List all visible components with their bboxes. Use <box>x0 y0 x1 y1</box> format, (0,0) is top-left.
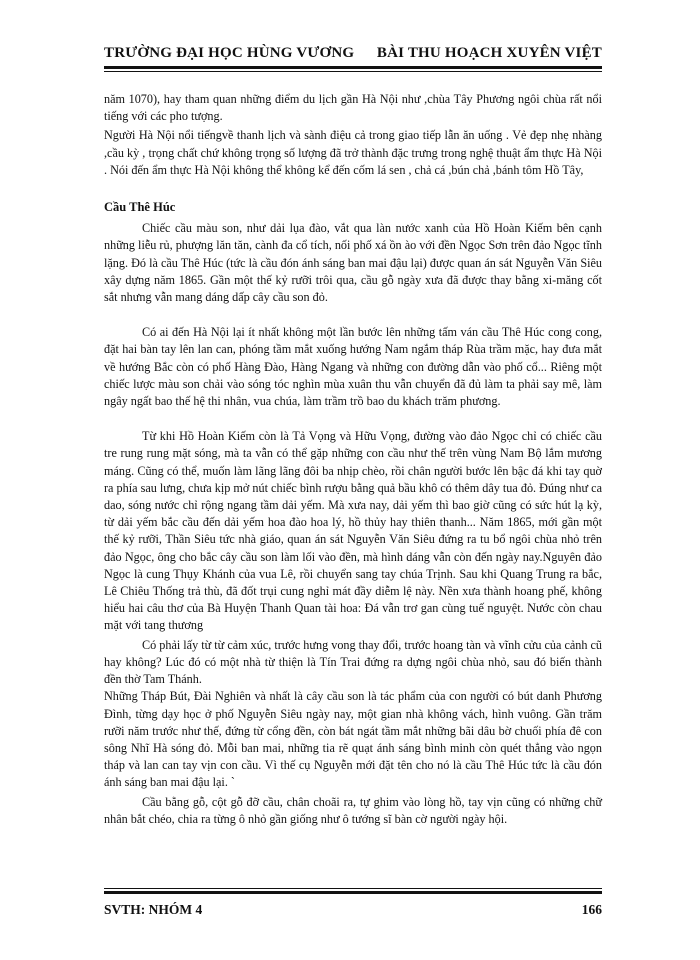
footer-group-label: SVTH: NHÓM 4 <box>104 902 203 917</box>
header-divider-thin <box>104 71 602 72</box>
header-school-name: TRƯỜNG ĐẠI HỌC HÙNG VƯƠNG <box>104 45 355 61</box>
paragraph: Chiếc cầu màu son, như dải lụa đào, vắt qua làn nước xanh của Hồ Hoàn Kiếm bên cạnh những liễu rủ, phượng lăn tăn, cành đa cổ tích, nối phố xá ồn ào với đền Ngọc Sơn trên đảo Ngọc tĩnh lặng. Đó là cầu Thê Húc (tức là cầu đón ánh sáng ban mai đậu lại) được quan án sát Nguyễn Văn Siêu xây dựng năm 1865. Gần một thế kỷ rưỡi trôi qua, cầu gỗ ngày xưa đã được thay bằng xi-măng cốt sắt nhưng vẫn mang dáng dấp cây cầu son đỏ. <box>104 221 602 305</box>
paragraph: Có ai đến Hà Nội lại ít nhất không một lần bước lên những tấm ván cầu Thê Húc cong cong, đặt hai bàn tay lên lan can, phóng tầm mắt xuống hướng Nam ngắm tháp Rùa trầm mặc, hay đưa mắt về hướng Bắc còn có phố Hàng Đào, Hàng Ngang và những con đường dẫn vào phố cổ... Riêng một chiếc lược màu son chải vào sóng tóc nghìn mùa xuân thu vẫn chuyển đã đủ làm ta phải say mê, làm ngây ngất bao thế hệ thi nhân, vua chúa, làm trầm trồ bao du khách trăm phương. <box>104 325 602 409</box>
paragraph: Những Tháp Bút, Đài Nghiên và nhất là cây cầu son là tác phẩm của con người có bút danh Phương Đình, từng dạy học ở phố Nguyễn Siêu ngày nay, một gian nhà không vách, hình vuông. Gần trăm rưỡi năm trước như thế, đứng từ cổng đền, còn bát ngát tầm mắt những bãi dâu bờ chuối phía đê con sông Nhĩ Hà sóng đỏ. Mỗi ban mai, những tia rẽ quạt ánh sáng bình minh còn quét thẳng vào ngọn tháp và lan can tay vịn con cầu. Vì thế cụ Nguyễn mới đặt tên cho nó là cầu Thê Húc tức là cầu đón ánh sáng ban mai đậu lại. ` <box>104 689 602 790</box>
footer-divider <box>104 891 602 894</box>
page-footer <box>104 900 602 920</box>
section-heading: Cầu Thê Húc <box>104 200 176 215</box>
paragraph: năm 1070), hay tham quan những điểm du lịch gần Hà Nội như ,chùa Tây Phương ngôi chùa rất nổi tiếng với các pho tượng. <box>104 92 602 124</box>
paragraph: Từ khi Hồ Hoàn Kiếm còn là Tả Vọng và Hữu Vọng, đường vào đảo Ngọc chỉ có chiếc cầu tre rung rung mặt sóng, mà ta vẫn có thể gặp những con cầu như thế trên vùng Nam Bộ lắm mương máng. Cũng có thể, muốn làm lãng lãng đôi ba nhịp chèo, rồi chân người bước lên bậc đá khi tay quờ ra phía sau lưng, chưa kịp mở nút chiếc bình rượu bằng quả bầu khô có thêm dây tua đỏ. Đúng như ca dao, sóng nước chỉ rộng ngang tầm dải yếm. Mà xưa nay, dải yếm thì bao giờ cũng có sức hút lạ kỳ, từ dải yếm bắc cầu đến dải yếm hoa đào hoa lý, hồ thủy hay thiên thanh... Năm 1865, mới gần một thế kỷ rưỡi, Thần Siêu tức nhà giáo, quan án sát Nguyễn Văn Siêu đứng ra tu bổ ngôi chùa nhỏ trên đảo Ngọc, ông cho bắc cây cầu son làm lối vào đền, mà hình dáng vẫn còn đến ngày nay.Nguyên đảo Ngọc là cung Thụy Khánh của vua Lê, rồi chuyển sang tay chúa Trịnh. Sau khi Quang Trung ra bắc, Lê Chiêu Thống trả thù, đã đốt trụi cung nghỉ mát đầy diễm lệ này. Nền xưa thành hoang phế, không hiểu hai câu thơ của Bà Huyện Thanh Quan tài hoa: Đá vẫn trơ gan cùng tuế nguyệt. Nước còn chau mặt với tang thương <box>104 429 602 633</box>
page-number: 166 <box>581 902 602 917</box>
page-header <box>104 40 602 62</box>
footer-divider-thin <box>104 888 602 889</box>
paragraph: Có phải lấy từ từ cảm xúc, trước hưng vong thay đổi, trước hoang tàn và vĩnh cửu của cảnh cũ hay không? Lúc đó có một nhà từ thiện là Tín Trai đứng ra dựng ngôi chùa nhỏ, sau đó biến thành đền thờ Tam Thánh. <box>104 637 603 687</box>
paragraph: Người Hà Nội nổi tiếngvề thanh lịch và sành điệu cả trong giao tiếp lẫn ăn uống . Vẻ đẹp nhẹ nhàng ,cầu kỳ , trọng chất chứ không trọng số lượng đã trở thành đặc trưng trong nghệ thuật ẩm thực Hà Nội . Nói đến ẩm thực Hà Nội không thể không kể đến cốm lá sen , chả cá ,bún chả ,bánh tôm Hồ Tây, <box>104 128 602 177</box>
paragraph: Cầu bằng gỗ, cột gỗ đỡ cầu, chân choãi ra, tự ghim vào lòng hồ, tay vịn cũng có những chữ nhân bắt chéo, chia ra từng ô nhỏ gần giống như ô tướng sĩ bàn cờ người ngày hội. <box>104 794 602 826</box>
header-divider <box>104 66 602 69</box>
page-body <box>104 91 602 828</box>
header-report-title: BÀI THU HOẠCH XUYÊN VIỆT <box>376 45 602 61</box>
